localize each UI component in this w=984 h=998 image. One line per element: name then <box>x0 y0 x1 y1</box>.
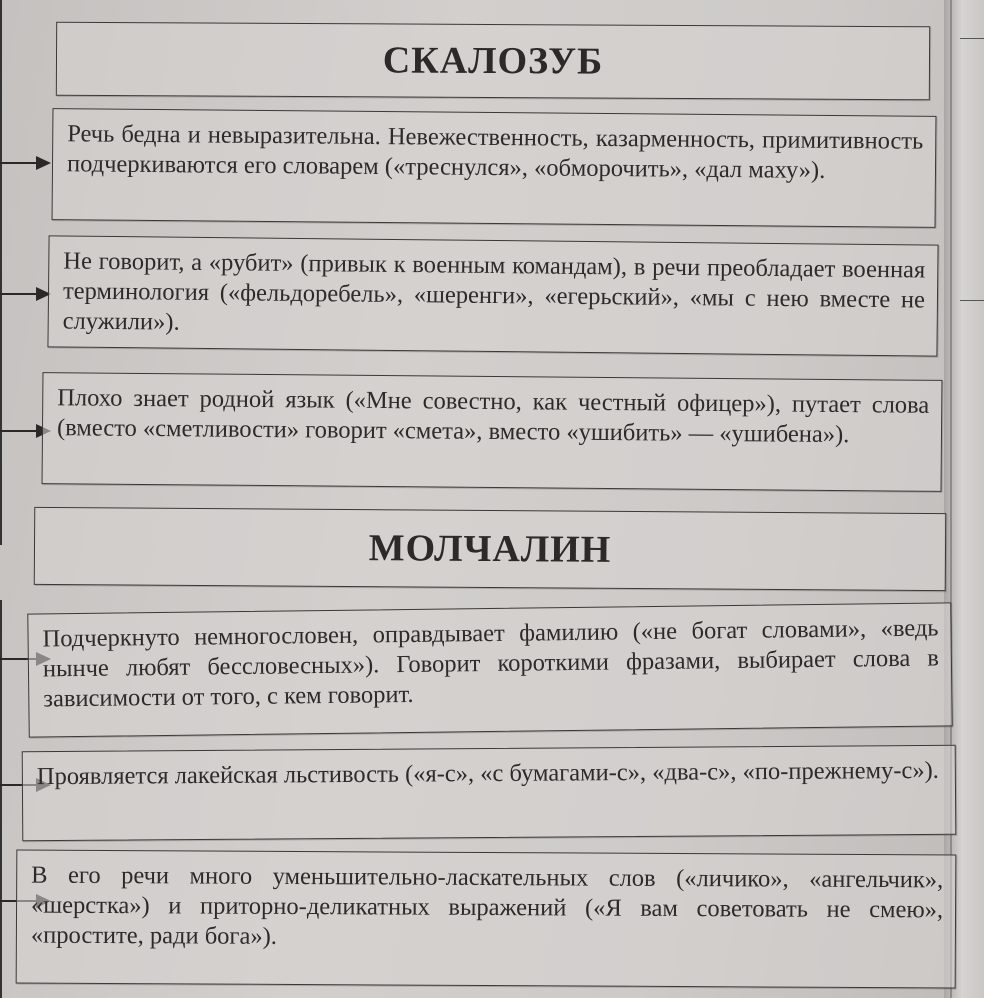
section-title: МОЛЧАЛИН <box>368 527 612 571</box>
arrow-icon <box>0 287 52 301</box>
trait-box <box>22 745 957 842</box>
arrow-icon <box>0 156 52 170</box>
trait-text: Не говорит, а «рубит» (привык к военным командам), в речи преобладает военная терминология («фельдоребель», «шеренги», «егерьский», «мы с нею вместе не служили»). <box>62 247 926 336</box>
trait-text: Плохо знает родной язык («Мне совестно, как честный офицер»), путает слова (вместо «сметливости» говорит «смета», вместо «ушибить» — «ушибена»). <box>56 384 930 449</box>
trait-box <box>52 108 937 228</box>
trait-box <box>27 602 952 737</box>
connector-line <box>0 0 2 545</box>
trait-text: В его речи много уменьшительно-ласкательных слов («личико», «ангельчик», «шерстка») и приторно-деликатных выражений («Я вам советовать не смею», «простите, ради бога»). <box>30 861 944 950</box>
page-fold-line <box>950 0 952 998</box>
section-header-skalozub <box>56 22 930 101</box>
trait-text: Подчеркнуто немногословен, оправдывает фамилию («не богат словами», «ведь нынче любят бессловесных»). Говорит короткими фразами, выбирает слова в зависимости от того, с кем говорит. <box>42 614 940 713</box>
trait-box <box>47 235 938 356</box>
trait-text: Проявляется лакейская льстивость («я-с», «с бумагами-с», «два-с», «по-прежнему-с»). <box>36 756 939 791</box>
next-page-rule <box>960 300 984 301</box>
trait-text: Речь бедна и невыразительна. Невежественность, казарменность, примитивность подчеркиваются его словарем («треснулся», «обморочить», «дал маху»). <box>66 120 924 184</box>
next-page-rule <box>960 38 984 39</box>
section-title: СКАЛОЗУБ <box>382 39 604 83</box>
page-gutter <box>944 0 984 998</box>
trait-box <box>42 372 943 492</box>
trait-box <box>16 850 957 989</box>
section-header-molchalin <box>34 507 947 591</box>
